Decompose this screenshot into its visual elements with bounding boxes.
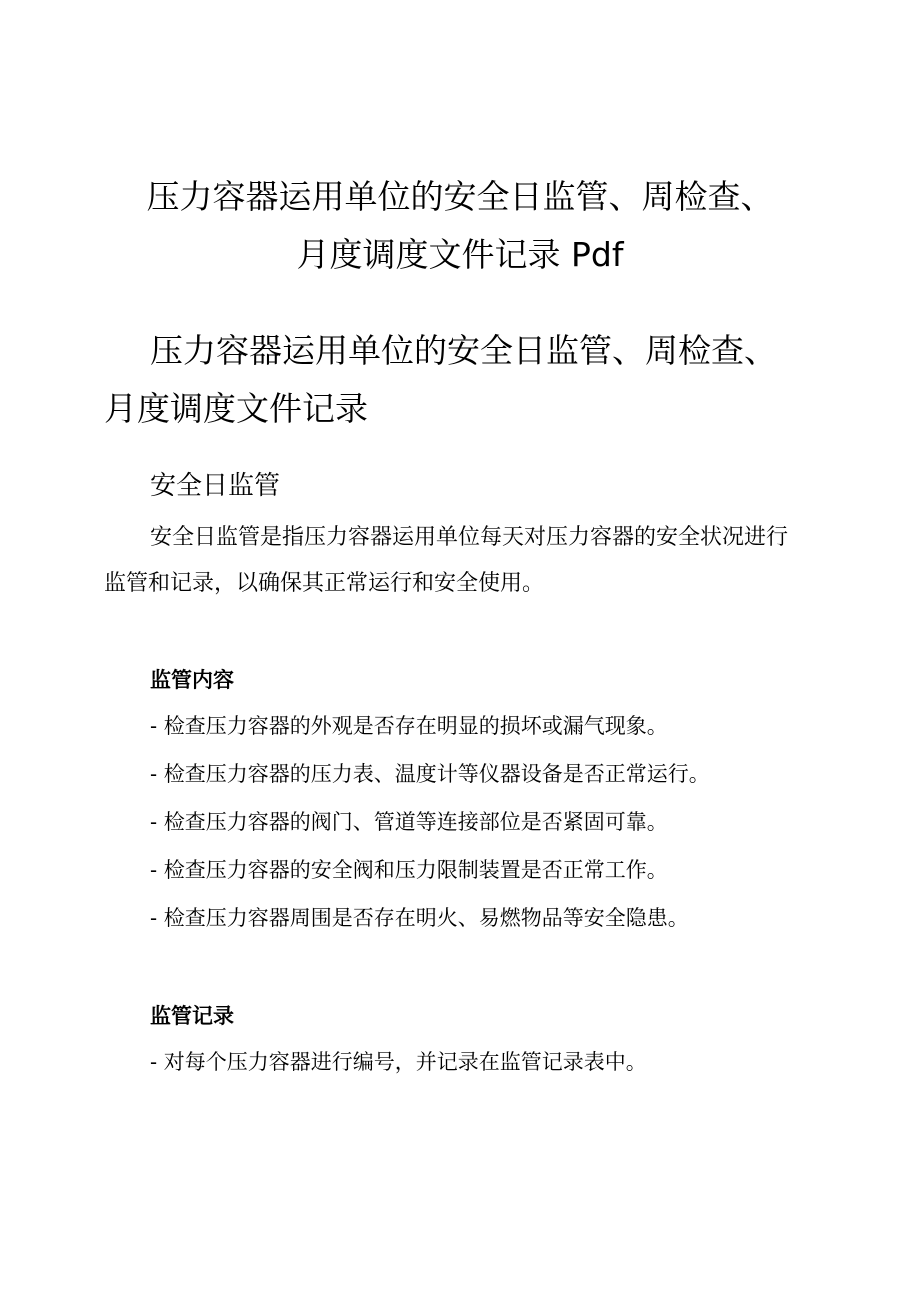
subtitle-line: 压力容器运用单位的安全日监管、周检查、 [150, 331, 777, 370]
title-line: 压力容器运用单位的安全日监管、周检查、 [146, 177, 774, 216]
list-item: - 检查压力容器的压力表、温度计等仪器设备是否正常运行。 [150, 762, 710, 786]
intro-line: 安全日监管是指压力容器运用单位每天对压力容器的安全状况进行 [150, 525, 789, 550]
intro-line: 监管和记录，以确保其正常运行和安全使用。 [104, 571, 545, 596]
title-line: 月度调度文件记录 Pdf [296, 235, 624, 274]
record-list [150, 1045, 647, 1093]
list-item: - 对每个压力容器进行编号，并记录在监管记录表中。 [150, 1050, 647, 1074]
section-heading-daily: 安全日监管 [150, 471, 281, 501]
list-item: - 检查压力容器的外观是否存在明显的损坏或漏气现象。 [150, 714, 668, 738]
section-intro [104, 515, 834, 607]
subheading-content: 监管内容 [150, 668, 234, 692]
list-item: - 检查压力容器周围是否存在明火、易燃物品等安全隐患。 [150, 906, 689, 930]
document-subtitle [104, 322, 824, 438]
list-item: - 检查压力容器的安全阀和压力限制装置是否正常工作。 [150, 858, 668, 882]
document-title [0, 168, 920, 284]
subtitle-line: 月度调度文件记录 [104, 389, 368, 428]
list-item: - 检查压力容器的阀门、管道等连接部位是否紧固可靠。 [150, 810, 668, 834]
content-list [150, 709, 710, 949]
subheading-record: 监管记录 [150, 1004, 234, 1028]
